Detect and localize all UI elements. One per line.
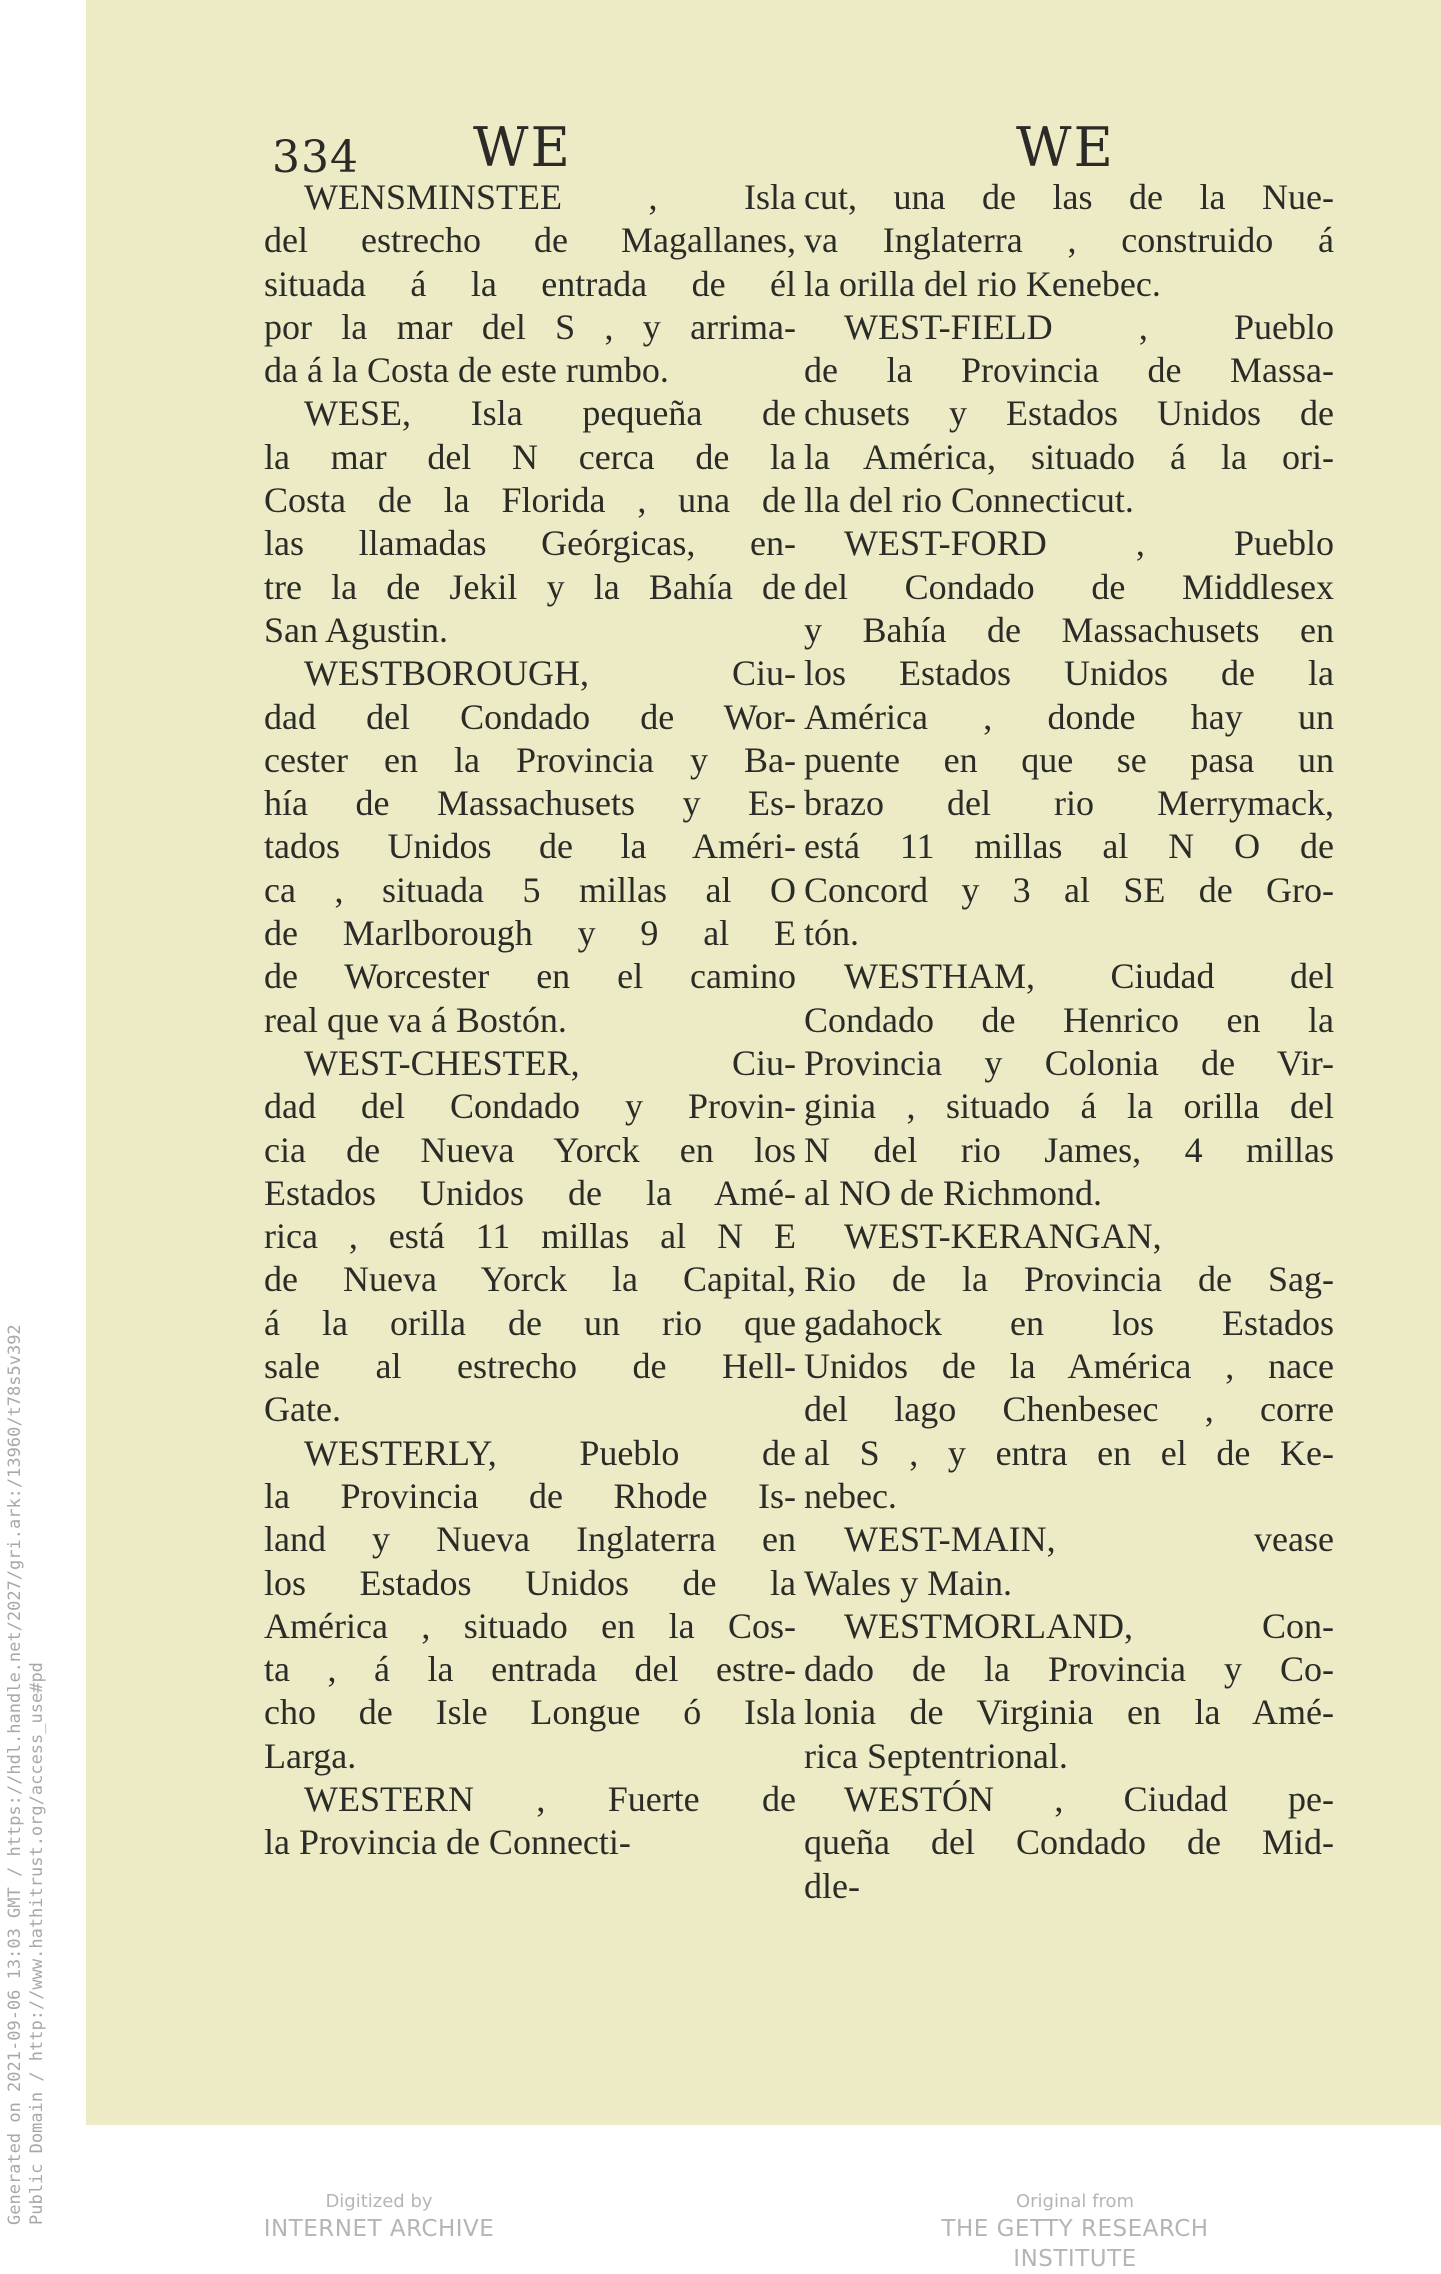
text-line: cester en la Provincia y Ba- <box>264 739 796 780</box>
text-line: WEST-MAIN, vease <box>844 1519 1334 1560</box>
watermark-line-1: Generated on 2021-09-06 13:03 GMT / https://hdl.handle.net/2027/gri.ark:/13960/t78s5v392 <box>5 1324 25 2225</box>
text-column-right <box>804 176 1334 1908</box>
text-line: la América, situado á la ori- <box>804 436 1334 477</box>
text-line: queña del Condado de Mid- <box>804 1822 1334 1863</box>
text-line: Unidos de la América , nace <box>804 1346 1334 1387</box>
text-line: cho de Isle Longue ó Isla <box>264 1692 796 1733</box>
text-line: rica , está 11 millas al N E <box>264 1216 796 1257</box>
text-line: los Estados Unidos de la <box>264 1562 796 1603</box>
text-line: WESTBOROUGH, Ciu- <box>304 653 796 694</box>
digitized-by-label: Digitized by <box>325 2191 433 2212</box>
text-line: Costa de la Florida , una de <box>264 480 796 521</box>
text-line: WEST-FIELD , Pueblo <box>844 306 1334 347</box>
watermark-line-2: Public Domain / http://www.hathitrust.org/access_use#pd <box>27 1662 47 2225</box>
text-line: dle- <box>804 1865 860 1906</box>
text-line: cia de Nueva Yorck en los <box>264 1129 796 1170</box>
text-line: del estrecho de Magallanes, <box>264 220 796 261</box>
text-line: hía de Massachusets y Es- <box>264 783 796 824</box>
text-line: América , situado en la Cos- <box>264 1605 796 1646</box>
text-line: lla del rio Connecticut. <box>804 480 1134 521</box>
text-line: de la Provincia de Massa- <box>804 350 1334 391</box>
text-line: gadahock en los Estados <box>804 1302 1334 1343</box>
text-line: del lago Chenbesec , corre <box>804 1389 1334 1430</box>
text-line: Wales y Main. <box>804 1562 1013 1603</box>
text-line: Rio de la Provincia de Sag- <box>804 1259 1334 1300</box>
original-from-credit <box>880 2190 1270 2274</box>
text-line: la mar del N cerca de la <box>264 436 796 477</box>
text-line: al S , y entra en el de Ke- <box>804 1432 1334 1473</box>
text-line: del Condado de Middlesex <box>804 566 1334 607</box>
text-line: WESTHAM, Ciudad del <box>844 956 1334 997</box>
text-line: dad del Condado y Provin- <box>264 1086 796 1127</box>
text-line: América , donde hay un <box>804 696 1334 737</box>
text-line: tados Unidos de la Améri- <box>264 826 796 867</box>
text-line: puente en que se pasa un <box>804 739 1334 780</box>
text-line: ginia , situado á la orilla del <box>804 1086 1334 1127</box>
text-line: está 11 millas al N O de <box>804 826 1334 867</box>
text-line: brazo del rio Merrymack, <box>804 783 1334 824</box>
text-line: dad del Condado de Wor- <box>264 696 796 737</box>
text-line: la Provincia de Rhode Is- <box>264 1475 796 1516</box>
text-line: y Bahía de Massachusets en <box>804 609 1334 650</box>
text-line: lonia de Virginia en la Amé- <box>804 1692 1334 1733</box>
text-line: á la orilla de un rio que <box>264 1302 796 1343</box>
running-head-left: WE <box>473 116 572 179</box>
text-line: ta , á la entrada del estre- <box>264 1649 796 1690</box>
text-line: Gate. <box>264 1389 341 1430</box>
text-line: real que va á Bostón. <box>264 999 567 1040</box>
text-line: las llamadas Geórgicas, en- <box>264 523 796 564</box>
text-line: N del rio James, 4 millas <box>804 1129 1334 1170</box>
text-line: WENSMINSTEE , Isla <box>304 177 796 217</box>
text-line: la Provincia de Connecti- <box>264 1822 631 1863</box>
original-from-label: Original from <box>1015 2191 1135 2212</box>
text-line: WESE, Isla pequeña de <box>304 393 796 434</box>
page-number: 334 <box>272 132 359 183</box>
text-line: va Inglaterra , construido á <box>804 220 1334 261</box>
text-line: WEST-KERANGAN, <box>844 1216 1162 1257</box>
text-line: dado de la Provincia y Co- <box>804 1649 1334 1690</box>
text-line: tón. <box>804 913 860 954</box>
text-line: WESTMORLAND, Con- <box>844 1605 1334 1646</box>
text-line: land y Nueva Inglaterra en <box>264 1519 796 1560</box>
generation-watermark <box>4 1324 48 2225</box>
running-head-right: WE <box>1016 116 1115 179</box>
getty-institute-label: THE GETTY RESEARCH INSTITUTE <box>941 2216 1209 2272</box>
text-line: la orilla del rio Kenebec. <box>804 263 1161 304</box>
text-line: Condado de Henrico en la <box>804 999 1334 1040</box>
text-line: Provincia y Colonia de Vir- <box>804 1042 1334 1083</box>
text-line: WEST-FORD , Pueblo <box>844 523 1334 564</box>
text-line: los Estados Unidos de la <box>804 653 1334 694</box>
text-line: situada á la entrada de él <box>264 263 796 304</box>
text-line: da á la Costa de este rumbo. <box>264 350 669 391</box>
text-line: Estados Unidos de la Amé- <box>264 1172 796 1213</box>
text-line: Larga. <box>264 1735 357 1776</box>
text-line: al NO de Richmond. <box>804 1172 1102 1213</box>
watermark-strip <box>0 0 86 2255</box>
page-header <box>86 112 1441 182</box>
text-line: San Agustin. <box>264 609 449 650</box>
text-line: tre la de Jekil y la Bahía de <box>264 566 796 607</box>
text-line: rica Septentrional. <box>804 1735 1068 1776</box>
text-line: de Worcester en el camino <box>264 956 796 997</box>
internet-archive-label: INTERNET ARCHIVE <box>263 2216 495 2242</box>
text-line: ca , situada 5 millas al O <box>264 869 796 910</box>
text-line: WESTERLY, Pueblo de <box>304 1432 796 1473</box>
text-column-left <box>264 176 796 1865</box>
text-line: sale al estrecho de Hell- <box>264 1346 796 1387</box>
text-line: WESTÓN , Ciudad pe- <box>844 1778 1334 1819</box>
text-line: de Nueva Yorck la Capital, <box>264 1259 796 1300</box>
scanned-page <box>86 0 1441 2125</box>
digitized-by-credit <box>248 2190 510 2244</box>
text-line: por la mar del S , y arrima- <box>264 306 796 347</box>
text-line: nebec. <box>804 1475 897 1516</box>
text-line: chusets y Estados Unidos de <box>804 393 1334 434</box>
text-line: WESTERN , Fuerte de <box>304 1778 796 1819</box>
text-line: de Marlborough y 9 al E <box>264 913 796 954</box>
text-line: Concord y 3 al SE de Gro- <box>804 869 1334 910</box>
text-line: WEST-CHESTER, Ciu- <box>304 1042 796 1083</box>
text-line: cut, una de las de la Nue- <box>804 177 1334 217</box>
